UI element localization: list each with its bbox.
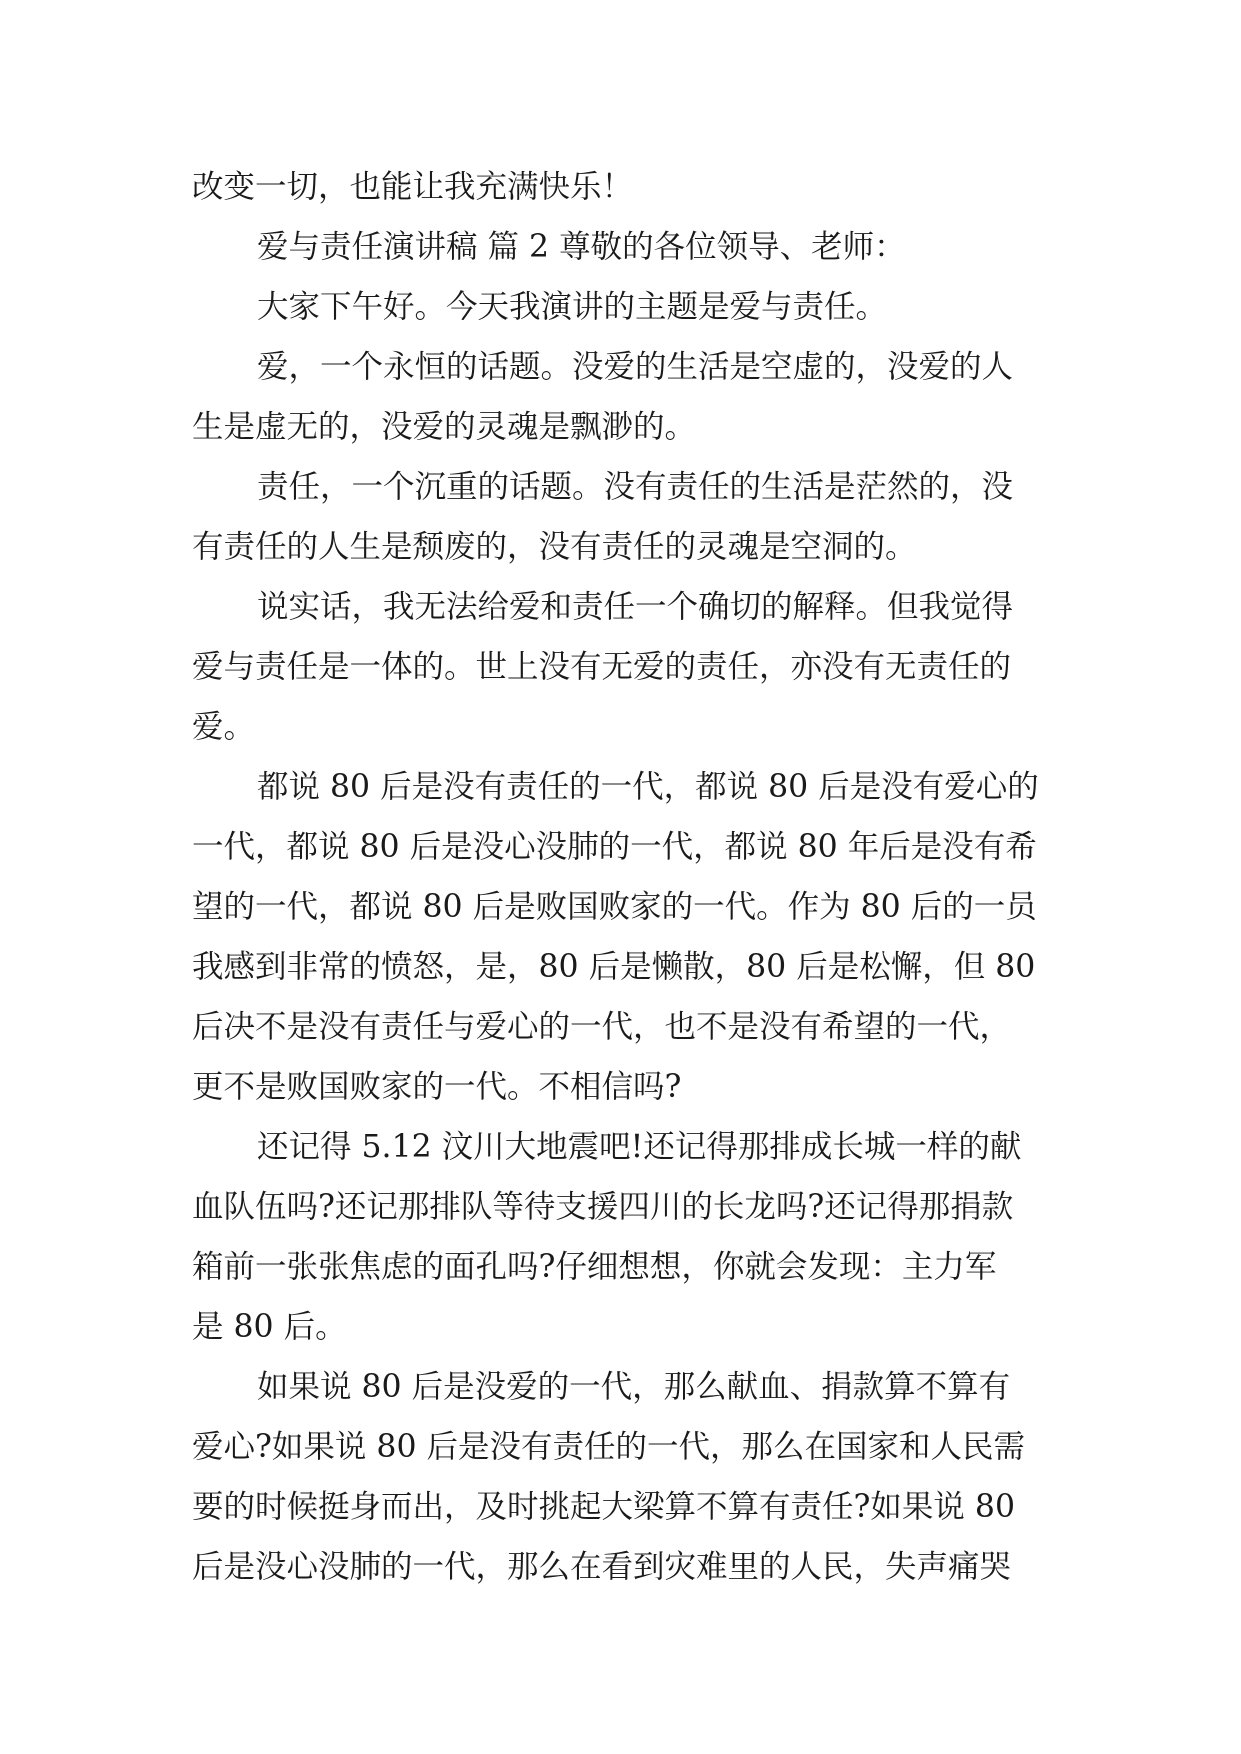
- text-line: 要的时候挺身而出，及时挑起大梁算不算有责任?如果说 80: [192, 1489, 1015, 1525]
- text-line: 改变一切，也能让我充满快乐！: [192, 169, 634, 205]
- text-line: 更不是败国败家的一代。不相信吗?: [192, 1069, 682, 1105]
- text-line: 爱与责任演讲稿 篇 2 尊敬的各位领导、老师：: [257, 229, 906, 265]
- text-line: 一代，都说 80 后是没心没肺的一代，都说 80 年后是没有希: [192, 829, 1037, 865]
- text-line: 是 80 后。: [192, 1309, 347, 1345]
- text-line: 还记得 5.12 汶川大地震吧!还记得那排成长城一样的献: [257, 1129, 1022, 1165]
- text-line: 生是虚无的，没爱的灵魂是飘渺的。: [192, 409, 697, 445]
- text-line: 箱前一张张焦虑的面孔吗?仔细想想，你就会发现：主力军: [192, 1249, 997, 1285]
- text-line: 望的一代，都说 80 后是败国败家的一代。作为 80 后的一员: [192, 889, 1037, 925]
- text-line: 如果说 80 后是没爱的一代，那么献血、捐款算不算有: [257, 1369, 1011, 1405]
- text-line: 爱与责任是一体的。世上没有无爱的责任，亦没有无责任的: [192, 649, 1012, 685]
- text-line: 爱。: [192, 709, 256, 745]
- text-line: 都说 80 后是没有责任的一代，都说 80 后是没有爱心的: [257, 769, 1039, 805]
- text-line: 爱，一个永恒的话题。没爱的生活是空虚的，没爱的人: [257, 349, 1014, 385]
- body-text: [192, 157, 1062, 1597]
- text-line: 血队伍吗?还记那排队等待支援四川的长龙吗?还记得那捐款: [192, 1189, 1014, 1225]
- text-line: 有责任的人生是颓废的，没有责任的灵魂是空洞的。: [192, 529, 917, 565]
- text-line: 说实话，我无法给爱和责任一个确切的解释。但我觉得: [257, 589, 1014, 625]
- text-line: 后决不是没有责任与爱心的一代，也不是没有希望的一代，: [192, 1009, 1012, 1045]
- text-line: 后是没心没肺的一代，那么在看到灾难里的人民，失声痛哭: [192, 1549, 1012, 1585]
- text-line: 责任，一个沉重的话题。没有责任的生活是茫然的，没: [257, 469, 1014, 505]
- text-line: 我感到非常的愤怒，是，80 后是懒散，80 后是松懈，但 80: [192, 949, 1036, 985]
- text-line: 爱心?如果说 80 后是没有责任的一代，那么在国家和人民需: [192, 1429, 1025, 1465]
- text-line: 大家下午好。今天我演讲的主题是爱与责任。: [257, 289, 888, 325]
